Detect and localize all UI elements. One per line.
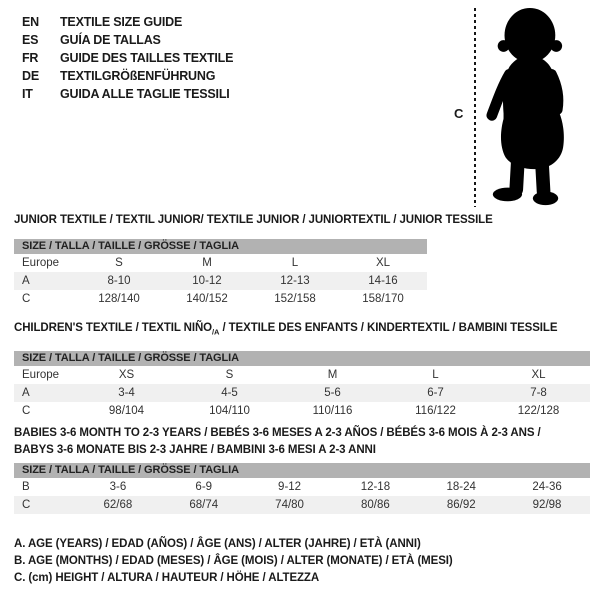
footnote-b: B. AGE (MONTHS) / EDAD (MESES) / ÂGE (MOIS) / ALTER (MONATE) / ETÀ (MESI)	[14, 555, 453, 567]
table-cell: 152/158	[274, 292, 316, 305]
table-cell: XL	[375, 256, 391, 269]
table-cell: M	[327, 368, 338, 381]
table-cell: 5-6	[324, 386, 341, 399]
size-header-bar: SIZE / TALLA / TAILLE / GRÖSSE / TAGLIA	[14, 351, 590, 366]
table-row	[14, 478, 590, 496]
table-body	[14, 254, 427, 308]
table-title	[14, 320, 590, 341]
table-cell: 116/122	[415, 404, 456, 417]
table-cell: 98/104	[108, 404, 145, 417]
table-cell: L	[291, 256, 299, 269]
table-cell: 14-16	[368, 274, 398, 287]
language-row	[22, 49, 233, 67]
title-subscript: /A	[212, 327, 220, 337]
junior-textile-table	[14, 212, 493, 308]
language-row	[22, 67, 233, 85]
table-row	[14, 290, 427, 308]
height-measure-label: C	[454, 106, 464, 121]
table-body	[14, 478, 590, 514]
table-cell: 6-7	[427, 386, 444, 399]
table-cell: 8-10	[107, 274, 131, 287]
table-cell: L	[432, 368, 439, 381]
row-label: A	[22, 386, 30, 399]
row-label: Europe	[22, 368, 60, 381]
language-code: ES	[22, 33, 39, 47]
table-cell: 62/68	[103, 499, 133, 511]
table-cell: S	[115, 256, 123, 269]
table-cell: 128/140	[98, 292, 140, 305]
row-label: C	[22, 404, 31, 417]
language-label: TEXTILE SIZE GUIDE	[60, 15, 183, 29]
table-cell: 3-4	[118, 386, 135, 399]
language-row	[22, 13, 233, 31]
table-cell: 12-18	[360, 481, 391, 493]
language-row	[22, 85, 233, 103]
language-row	[22, 31, 233, 49]
table-cell: 6-9	[195, 481, 213, 493]
language-code: DE	[22, 69, 39, 83]
table-row	[14, 366, 590, 384]
footnote-a: A. AGE (YEARS) / EDAD (AÑOS) / ÂGE (ANS) / ALTER (JAHRE) / ETÀ (ANNI)	[14, 538, 421, 550]
table-cell: 74/80	[275, 499, 304, 511]
table-cell: 7-8	[530, 386, 547, 399]
table-cell: 140/152	[186, 292, 228, 305]
babies-textile-table	[14, 425, 590, 514]
language-label: GUIDE DES TAILLES TEXTILE	[60, 51, 234, 65]
language-legend	[22, 13, 233, 103]
table-cell: 68/74	[189, 499, 219, 511]
table-cell: 9-12	[278, 481, 302, 493]
table-body	[14, 366, 590, 420]
table-cell: 3-6	[109, 481, 127, 493]
table-cell: XS	[118, 368, 135, 381]
table-cell: XL	[531, 368, 546, 381]
table-row	[14, 384, 590, 402]
language-code: EN	[22, 15, 39, 29]
size-header-bar: SIZE / TALLA / TAILLE / GRÖSSE / TAGLIA	[14, 239, 427, 254]
language-label: GUIDA ALLE TAGLIE TESSILI	[60, 87, 230, 101]
table-title-line2: BABYS 3-6 MONATE BIS 2-3 JAHRE / BAMBINI 3-6 MESI A 2-3 ANNI	[14, 443, 376, 456]
footnote-c: C. (cm) HEIGHT / ALTURA / HAUTEUR / HÖHE / ALTEZZA	[14, 572, 320, 584]
figure-area	[440, 0, 600, 215]
row-label: C	[22, 499, 31, 511]
table-row	[14, 272, 427, 290]
table-cell: 12-13	[280, 274, 310, 287]
table-cell: 86/92	[446, 499, 476, 511]
language-label: GUÍA DE TALLAS	[60, 33, 161, 47]
table-cell: 158/170	[362, 292, 404, 305]
language-label: TEXTILGRÖßENFÜHRUNG	[60, 69, 216, 83]
table-cell: 92/98	[532, 499, 562, 511]
row-label: C	[22, 292, 31, 305]
childrens-textile-table	[14, 320, 590, 420]
table-cell: 122/128	[517, 404, 560, 417]
table-row	[14, 402, 590, 420]
language-code: IT	[22, 87, 33, 101]
row-label: B	[22, 481, 30, 493]
footnotes	[14, 536, 453, 587]
table-cell: 110/116	[312, 404, 353, 417]
title-suffix: / TEXTILE DES ENFANTS / KINDERTEXTIL / BAMBINI TESSILE	[219, 322, 558, 334]
row-label: A	[22, 274, 30, 287]
table-cell: S	[225, 368, 234, 381]
row-label: Europe	[22, 256, 60, 269]
table-cell: 18-24	[446, 481, 476, 493]
table-cell: 104/110	[209, 404, 250, 417]
table-title-line1: BABIES 3-6 MONTH TO 2-3 YEARS / BEBÉS 3-6 MESES A 2-3 AÑOS / BÉBÉS 3-6 MOIS À 2-3 ANS /	[14, 427, 541, 439]
size-header-bar: SIZE / TALLA / TAILLE / GRÖSSE / TAGLIA	[14, 463, 590, 478]
table-cell: M	[202, 256, 212, 269]
language-code: FR	[22, 51, 39, 65]
table-cell: 80/86	[361, 499, 390, 511]
table-row	[14, 496, 590, 514]
table-title: JUNIOR TEXTILE / TEXTIL JUNIOR/ TEXTILE JUNIOR / JUNIORTEXTIL / JUNIOR TESSILE	[14, 214, 493, 226]
table-cell: 24-36	[532, 481, 562, 493]
table-cell: 10-12	[192, 274, 222, 287]
baby-silhouette-icon	[476, 6, 576, 211]
title-prefix: CHILDREN'S TEXTILE / TEXTIL NIÑO	[14, 322, 213, 334]
table-row	[14, 254, 427, 272]
table-cell: 4-5	[221, 386, 238, 399]
